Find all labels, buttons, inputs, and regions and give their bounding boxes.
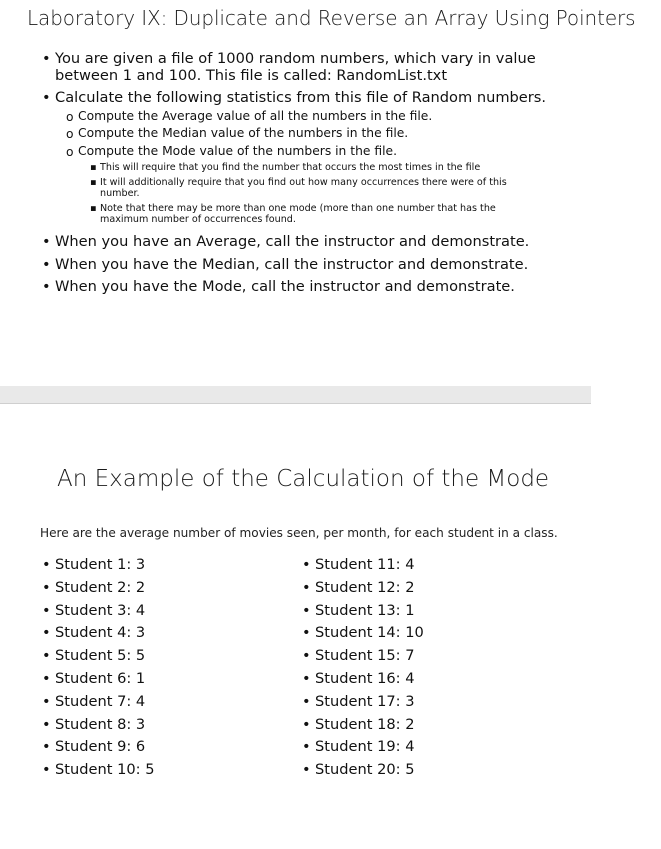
subsub-bullet-most-times: This will require that you find the number that occurs the most times in the file xyxy=(100,162,481,173)
student-item: Student 10: 5 xyxy=(55,761,155,778)
bullet-given-file-line1: You are given a file of 1000 random numbers, which vary in value xyxy=(55,50,536,67)
bullet-icon: • xyxy=(42,716,51,733)
bullet-icon: • xyxy=(302,647,311,664)
bullet-icon: • xyxy=(42,738,51,755)
bullet-icon: • xyxy=(302,624,311,641)
slide2-intro: Here are the average number of movies seen, per month, for each student in a class. xyxy=(40,526,558,540)
student-item: Student 11: 4 xyxy=(315,556,415,573)
student-item: Student 8: 3 xyxy=(55,716,146,733)
slide1-title: Laboratory IX: Duplicate and Reverse an Array Using Pointers xyxy=(27,6,636,30)
student-item: Student 7: 4 xyxy=(55,693,146,710)
student-item: Student 16: 4 xyxy=(315,670,415,687)
bullet-icon: • xyxy=(42,50,51,67)
bullet-median-demo: When you have the Median, call the instructor and demonstrate. xyxy=(55,256,529,273)
bullet-icon: • xyxy=(302,602,311,619)
slide-separator xyxy=(0,386,591,404)
bullet-icon: • xyxy=(42,278,51,295)
bullet-icon: • xyxy=(302,716,311,733)
student-item: Student 3: 4 xyxy=(55,602,146,619)
bullet-icon: • xyxy=(302,761,311,778)
student-item: Student 14: 10 xyxy=(315,624,424,641)
slide2-title: An Example of the Calculation of the Mode xyxy=(57,466,550,492)
bullet-icon: • xyxy=(302,693,311,710)
student-item: Student 2: 2 xyxy=(55,579,146,596)
sub-bullet-icon: o xyxy=(66,127,74,141)
subsub-bullet-occurrences-line2: number. xyxy=(100,188,140,199)
bullet-icon: • xyxy=(42,89,51,106)
bullet-icon: • xyxy=(42,761,51,778)
student-item: Student 4: 3 xyxy=(55,624,146,641)
student-item: Student 15: 7 xyxy=(315,647,415,664)
square-bullet-icon: ▪ xyxy=(90,162,97,173)
student-item: Student 5: 5 xyxy=(55,647,146,664)
square-bullet-icon: ▪ xyxy=(90,203,97,214)
bullet-icon: • xyxy=(42,233,51,250)
student-item: Student 1: 3 xyxy=(55,556,146,573)
bullet-icon: • xyxy=(42,602,51,619)
student-item: Student 19: 4 xyxy=(315,738,415,755)
sub-bullet-average: Compute the Average value of all the numbers in the file. xyxy=(78,109,433,123)
bullet-calculate-stats: Calculate the following statistics from this file of Random numbers. xyxy=(55,89,547,106)
slide-separator-line xyxy=(0,403,591,404)
student-item: Student 17: 3 xyxy=(315,693,415,710)
student-item: Student 9: 6 xyxy=(55,738,146,755)
bullet-given-file-line2: between 1 and 100. This file is called: RandomList.txt xyxy=(55,67,448,84)
bullet-icon: • xyxy=(42,579,51,596)
student-item: Student 13: 1 xyxy=(315,602,415,619)
sub-bullet-icon: o xyxy=(66,110,74,124)
bullet-icon: • xyxy=(302,556,311,573)
sub-bullet-mode: Compute the Mode value of the numbers in the file. xyxy=(78,144,397,158)
student-item: Student 18: 2 xyxy=(315,716,415,733)
sub-bullet-icon: o xyxy=(66,145,74,159)
bullet-icon: • xyxy=(302,579,311,596)
bullet-icon: • xyxy=(42,624,51,641)
bullet-icon: • xyxy=(42,556,51,573)
sub-bullet-median: Compute the Median value of the numbers in the file. xyxy=(78,126,409,140)
student-item: Student 20: 5 xyxy=(315,761,415,778)
bullet-mode-demo: When you have the Mode, call the instructor and demonstrate. xyxy=(55,278,515,295)
bullet-icon: • xyxy=(302,738,311,755)
bullet-icon: • xyxy=(42,647,51,664)
bullet-icon: • xyxy=(42,693,51,710)
subsub-bullet-multiple-modes-line1: Note that there may be more than one mode (more than one number that has the xyxy=(100,203,496,214)
subsub-bullet-multiple-modes-line2: maximum number of occurrences found. xyxy=(100,214,296,225)
student-item: Student 6: 1 xyxy=(55,670,146,687)
subsub-bullet-occurrences-line1: It will additionally require that you find out how many occurrences there were of this xyxy=(100,177,507,188)
bullet-icon: • xyxy=(302,670,311,687)
student-item: Student 12: 2 xyxy=(315,579,415,596)
bullet-icon: • xyxy=(42,256,51,273)
bullet-icon: • xyxy=(42,670,51,687)
bullet-average-demo: When you have an Average, call the instructor and demonstrate. xyxy=(55,233,530,250)
square-bullet-icon: ▪ xyxy=(90,177,97,188)
